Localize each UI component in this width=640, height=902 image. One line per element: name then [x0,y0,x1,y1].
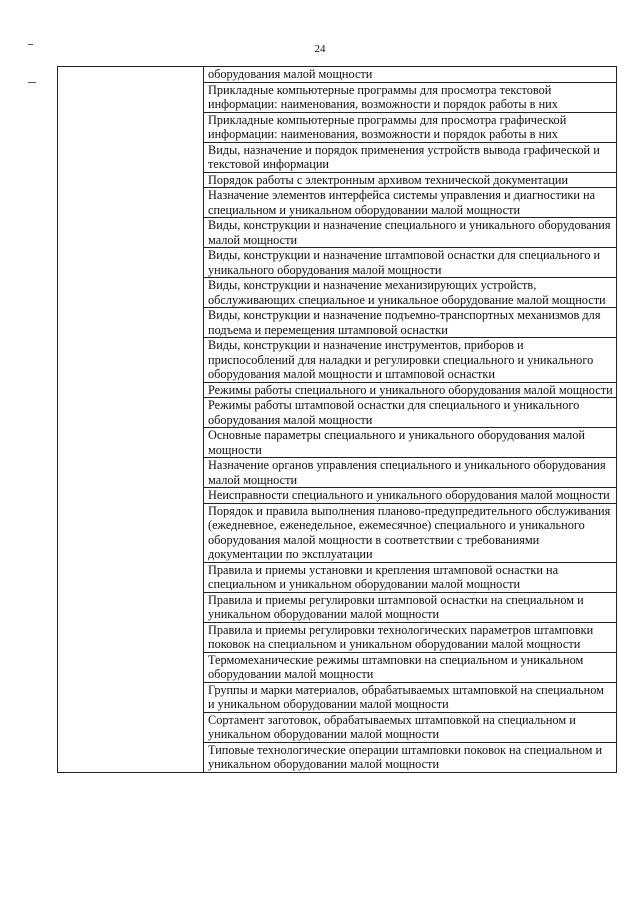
knowledge-item-cell: Прикладные компьютерные программы для просмотра графической информации: наименования, возможности и порядок работы в них [204,112,617,142]
table-row [58,67,617,83]
knowledge-item-cell: Неисправности специального и уникального оборудования малой мощности [204,488,617,504]
knowledge-item-cell: Сортамент заготовок, обрабатываемых штамповкой на специальном и уникальном оборудовании малой мощности [204,712,617,742]
knowledge-item-cell: Назначение элементов интерфейса системы управления и диагностики на специальном и уникальном оборудовании малой мощности [204,188,617,218]
knowledge-item-cell: Правила и приемы регулировки технологических параметров штамповки поковок на специальном и уникальном оборудовании малой мощности [204,622,617,652]
knowledge-item-cell: оборудования малой мощности [204,67,617,83]
page-number: 24 [314,43,326,55]
knowledge-item-cell: Виды, назначение и порядок применения устройств вывода графической и текстовой информации [204,142,617,172]
knowledge-table-body [58,67,617,773]
left-column-cell [58,67,204,773]
knowledge-item-cell: Режимы работы штамповой оснастки для специального и уникального оборудования малой мощности [204,398,617,428]
knowledge-item-cell: Назначение органов управления специального и уникального оборудования малой мощности [204,458,617,488]
knowledge-item-cell: Правила и приемы регулировки штамповой оснастки на специальном и уникальном оборудовании малой мощности [204,592,617,622]
knowledge-item-cell: Режимы работы специального и уникального оборудования малой мощности [204,382,617,398]
knowledge-item-cell: Виды, конструкции и назначение штамповой оснастки для специального и уникального оборудования малой мощности [204,248,617,278]
knowledge-item-cell: Правила и приемы установки и крепления штамповой оснастки на специальном и уникальном оборудовании малой мощности [204,562,617,592]
knowledge-item-cell: Прикладные компьютерные программы для просмотра текстовой информации: наименования, возможности и порядок работы в них [204,82,617,112]
knowledge-item-cell: Виды, конструкции и назначение специального и уникального оборудования малой мощности [204,218,617,248]
margin-mark [28,82,36,83]
knowledge-item-cell: Порядок и правила выполнения планово-предупредительного обслуживания (ежедневное, еженедельное, ежемесячное) специального и уникального оборудования малой мощности в соответствии с требованиями документации по эксплуатации [204,503,617,562]
knowledge-item-cell: Порядок работы с электронным архивом технической документации [204,172,617,188]
knowledge-table [57,66,617,773]
knowledge-item-cell: Термомеханические режимы штамповки на специальном и уникальном оборудовании малой мощности [204,652,617,682]
knowledge-item-cell: Виды, конструкции и назначение подъемно-транспортных механизмов для подъема и перемещения штамповой оснастки [204,308,617,338]
knowledge-item-cell: Виды, конструкции и назначение инструментов, приборов и приспособлений для наладки и регулировки специального и уникального оборудования малой мощности и штамповой оснастки [204,338,617,383]
margin-mark [28,44,33,45]
knowledge-item-cell: Виды, конструкции и назначение механизирующих устройств, обслуживающих специальное и уникальное оборудование малой мощности [204,278,617,308]
knowledge-item-cell: Группы и марки материалов, обрабатываемых штамповкой на специальном и уникальном оборудовании малой мощности [204,682,617,712]
knowledge-item-cell: Основные параметры специального и уникального оборудования малой мощности [204,428,617,458]
knowledge-item-cell: Типовые технологические операции штамповки поковок на специальном и уникальном оборудовании малой мощности [204,742,617,772]
